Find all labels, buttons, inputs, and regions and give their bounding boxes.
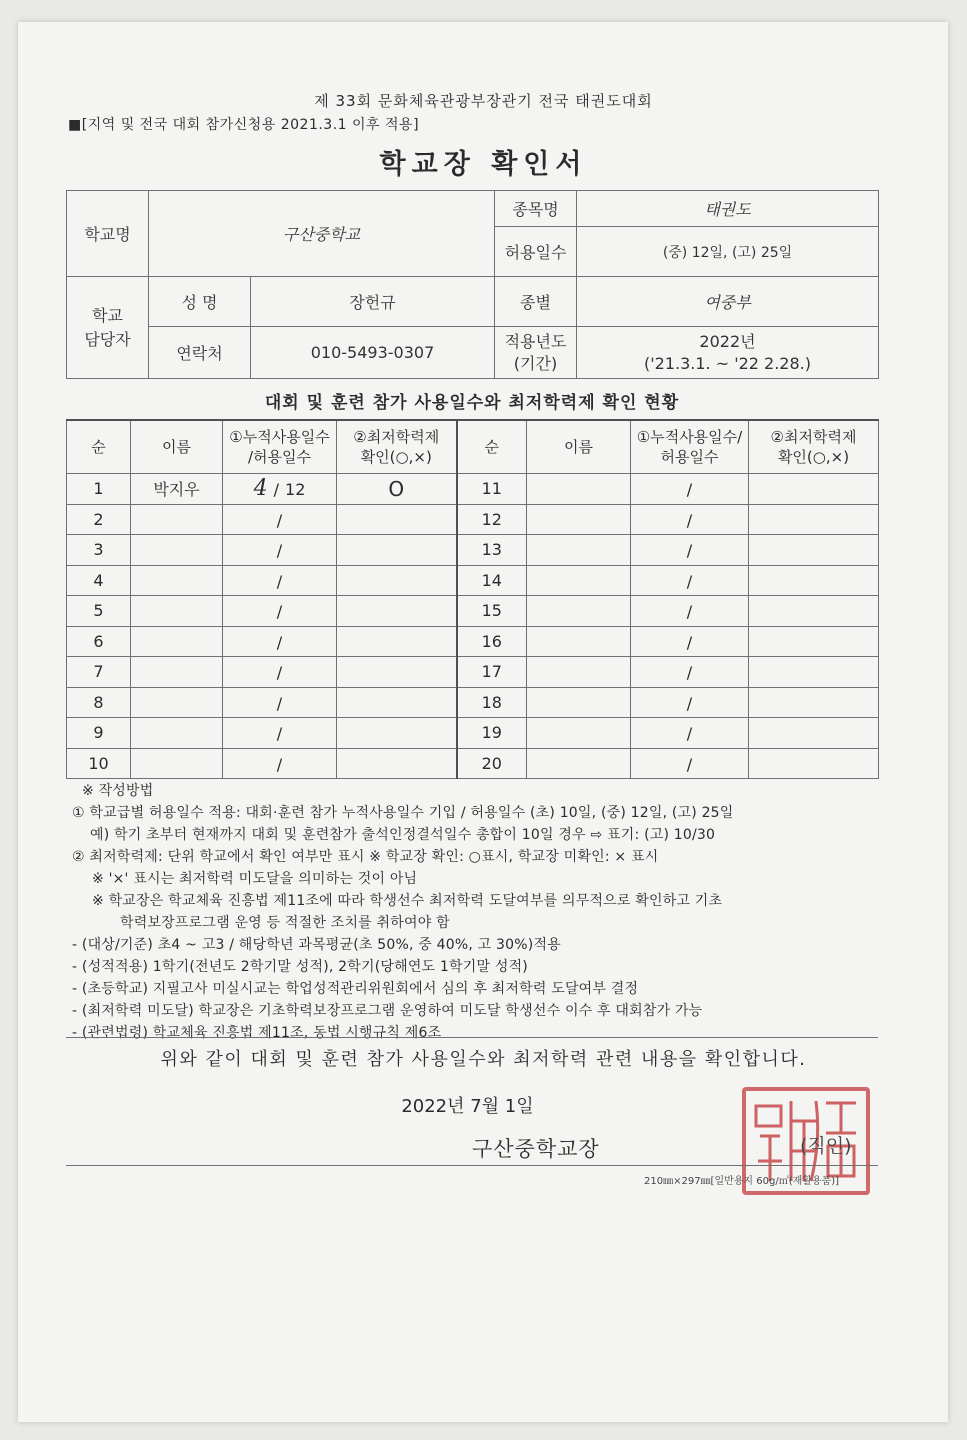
event-label: 종목명 <box>495 191 577 227</box>
slash-separator: / <box>686 663 693 683</box>
col-days <box>223 420 337 474</box>
row-name-right <box>527 718 631 749</box>
note-line: ② 최저학력제: 단위 학교에서 확인 여부만 표시 ※ 학교장 확인: ○표시, 학교장 미확인: × 표시 <box>72 849 659 865</box>
table-row <box>67 748 879 779</box>
table-row <box>67 596 879 627</box>
table-row <box>67 718 879 749</box>
slash-separator: / <box>686 724 693 744</box>
footer-divider <box>66 1165 878 1166</box>
note-line: ※ '×' 표시는 최저학력 미도달을 의미하는 것이 아님 <box>92 871 418 887</box>
year-label-2: (기간) <box>513 353 558 373</box>
row-name <box>131 657 223 688</box>
col-min-line1: ②최저학력제 <box>353 428 440 446</box>
row-no: 10 <box>67 748 131 779</box>
document-title: 학교장 확인서 <box>379 149 588 180</box>
roster-table <box>66 419 879 779</box>
slash-separator: / <box>686 541 693 561</box>
row-days <box>223 626 337 657</box>
table-row <box>67 504 879 535</box>
note-line: - (성적적용) 1학기(전년도 2학기말 성적), 2학기(당해연도 1학기말 성적) <box>72 959 528 975</box>
slash-separator: / <box>276 693 283 713</box>
table-row <box>67 565 879 596</box>
row-days-right <box>631 748 749 779</box>
col-min <box>337 420 457 474</box>
row-min <box>337 687 457 718</box>
slash-separator: / <box>686 571 693 591</box>
row-days <box>223 718 337 749</box>
slash-separator: / <box>273 480 280 500</box>
period-value: ('21.3.1. ~ '22 2.28.) <box>644 353 811 373</box>
notes-divider <box>66 1037 878 1038</box>
table-row <box>67 535 879 566</box>
col-no-right: 순 <box>457 420 527 474</box>
row-days <box>223 596 337 627</box>
row-min-right <box>749 474 879 505</box>
row-name <box>131 565 223 596</box>
name-label: 성 명 <box>149 277 251 327</box>
note-line: - (관련법령) 학교체육 진흥법 제11조, 동법 시행규칙 제6조 <box>72 1025 442 1041</box>
row-days-right <box>631 474 749 505</box>
note-line: ※ 학교장은 학교체육 진흥법 제11조에 따라 학생선수 최저학력 도달여부를 의무적으로 확인하고 기초 <box>92 893 723 909</box>
row-no: 7 <box>67 657 131 688</box>
row-days-right <box>631 687 749 718</box>
col-days-line1: ①누적사용일수 <box>229 428 330 446</box>
col-name-right: 이름 <box>527 420 631 474</box>
row-no-right: 18 <box>457 687 527 718</box>
row-no: 6 <box>67 626 131 657</box>
contact-label: 학교 담당자 <box>67 277 149 379</box>
row-min-right <box>749 626 879 657</box>
row-no-right: 17 <box>457 657 527 688</box>
col-days-line2: /허용일수 <box>247 448 311 466</box>
row-name: 박지우 <box>131 474 223 505</box>
row-min-right <box>749 596 879 627</box>
row-days <box>223 657 337 688</box>
slash-separator: / <box>276 602 283 622</box>
row-min <box>337 504 457 535</box>
row-min <box>337 657 457 688</box>
allowed-days-label: 허용일수 <box>495 227 577 277</box>
row-min: O <box>337 474 457 505</box>
slash-separator: / <box>276 571 283 591</box>
used-days: 4 <box>253 476 268 502</box>
allowed-days: 12 <box>285 480 306 500</box>
row-days-right <box>631 626 749 657</box>
row-name <box>131 535 223 566</box>
row-no: 5 <box>67 596 131 627</box>
row-days <box>223 748 337 779</box>
principal-name: 구산중학교장 <box>472 1137 600 1161</box>
form-note: ■[지역 및 전국 대회 참가신청용 2021.3.1 이후 적용] <box>68 117 420 133</box>
note-line: - (최저학력 미도달) 학교장은 기초학력보장프로그램 운영하여 미도달 학생선수 이수 후 대회참가 가능 <box>72 1003 703 1019</box>
row-days-right <box>631 718 749 749</box>
slash-separator: / <box>276 541 283 561</box>
row-no-right: 19 <box>457 718 527 749</box>
row-min-right <box>749 718 879 749</box>
row-min <box>337 718 457 749</box>
table-row <box>67 626 879 657</box>
row-name <box>131 596 223 627</box>
row-min <box>337 596 457 627</box>
row-no-right: 16 <box>457 626 527 657</box>
slash-separator: / <box>686 510 693 530</box>
col-min-right-line1: ②최저학력제 <box>770 428 857 446</box>
confirmation-statement: 위와 같이 대회 및 훈련 참가 사용일수와 최저학력 관련 내용을 확인합니다. <box>160 1049 807 1070</box>
row-name-right <box>527 687 631 718</box>
row-no: 8 <box>67 687 131 718</box>
col-days-right-line2: 허용일수 <box>660 448 719 466</box>
seal-label: (직인) <box>800 1135 852 1157</box>
slash-separator: / <box>276 663 283 683</box>
note-line: - (대상/기준) 초4 ~ 고3 / 해당학년 과목평균(초 50%, 중 40%, 고 30%)적용 <box>72 937 561 953</box>
col-days-right <box>631 420 749 474</box>
phone-value: 010-5493-0307 <box>251 327 495 379</box>
slash-separator: / <box>686 754 693 774</box>
slash-separator: / <box>686 480 693 500</box>
row-min-right <box>749 535 879 566</box>
note-line: 예) 학기 초부터 현재까지 대회 및 훈련참가 출석인정결석일수 총합이 10일 경우 ⇨ 표기: (고) 10/30 <box>90 827 716 843</box>
row-name-right <box>527 748 631 779</box>
row-min <box>337 565 457 596</box>
roster-section-title: 대회 및 훈련 참가 사용일수와 최저학력제 확인 현황 <box>264 393 680 413</box>
row-days <box>223 687 337 718</box>
row-name-right <box>527 596 631 627</box>
slash-separator: / <box>686 632 693 652</box>
name-value: 장헌규 <box>251 277 495 327</box>
row-days-right <box>631 504 749 535</box>
school-value: 구산중학교 <box>149 191 495 277</box>
row-days <box>223 535 337 566</box>
row-no: 4 <box>67 565 131 596</box>
col-no: 순 <box>67 420 131 474</box>
row-no: 9 <box>67 718 131 749</box>
phone-label: 연락처 <box>149 327 251 379</box>
col-name: 이름 <box>131 420 223 474</box>
slash-separator: / <box>276 754 283 774</box>
row-min <box>337 535 457 566</box>
row-min <box>337 748 457 779</box>
notes-heading: ※ 작성방법 <box>82 783 154 799</box>
row-name <box>131 687 223 718</box>
row-no: 1 <box>67 474 131 505</box>
row-min <box>337 626 457 657</box>
row-days-right <box>631 535 749 566</box>
year-value-cell <box>577 327 879 379</box>
row-name-right <box>527 626 631 657</box>
row-min-right <box>749 504 879 535</box>
row-no-right: 11 <box>457 474 527 505</box>
row-name <box>131 718 223 749</box>
note-line: ① 학교급별 허용일수 적용: 대회·훈련 참가 누적사용일수 기입 / 허용일수 (초) 10일, (중) 12일, (고) 25일 <box>72 805 734 821</box>
note-line: 학력보장프로그램 운영 등 적절한 조치를 취하여야 함 <box>120 915 450 931</box>
slash-separator: / <box>276 632 283 652</box>
slash-separator: / <box>686 602 693 622</box>
row-no-right: 12 <box>457 504 527 535</box>
row-name-right <box>527 474 631 505</box>
row-no-right: 14 <box>457 565 527 596</box>
instructions <box>72 780 892 1044</box>
row-min-right <box>749 565 879 596</box>
row-no: 2 <box>67 504 131 535</box>
row-no-right: 15 <box>457 596 527 627</box>
year-value: 2022년 <box>699 331 756 351</box>
slash-separator: / <box>276 510 283 530</box>
row-min-right <box>749 687 879 718</box>
table-row <box>67 657 879 688</box>
row-name-right <box>527 535 631 566</box>
col-days-right-line1: ①누적사용일수/ <box>636 428 743 446</box>
slash-separator: / <box>276 724 283 744</box>
school-label: 학교명 <box>67 191 149 277</box>
row-no-right: 20 <box>457 748 527 779</box>
row-name-right <box>527 504 631 535</box>
row-name <box>131 504 223 535</box>
row-min-right <box>749 748 879 779</box>
row-days <box>223 504 337 535</box>
row-no: 3 <box>67 535 131 566</box>
event-value: 태권도 <box>577 191 879 227</box>
year-label-1: 적용년도 <box>504 331 567 351</box>
row-name <box>131 748 223 779</box>
table-row <box>67 687 879 718</box>
year-label <box>495 327 577 379</box>
row-days-right <box>631 565 749 596</box>
event-title: 제 33회 문화체육관광부장관기 전국 태권도대회 <box>314 92 653 110</box>
category-label: 종별 <box>495 277 577 327</box>
row-days <box>223 474 337 505</box>
col-min-right <box>749 420 879 474</box>
info-table <box>66 190 879 379</box>
table-row <box>67 474 879 505</box>
row-no-right: 13 <box>457 535 527 566</box>
category-value: 여중부 <box>577 277 879 327</box>
row-min-right <box>749 657 879 688</box>
note-line: - (초등학교) 지필고사 미실시교는 학업성적관리위원회에서 심의 후 최저학력 도달여부 결정 <box>72 981 639 997</box>
row-name <box>131 626 223 657</box>
col-min-right-line2: 확인(○,×) <box>777 448 850 466</box>
issue-date: 2022년 7월 1일 <box>401 1096 534 1117</box>
row-name-right <box>527 657 631 688</box>
row-days <box>223 565 337 596</box>
slash-separator: / <box>686 693 693 713</box>
allowed-days-value: (중) 12일, (고) 25일 <box>577 227 879 277</box>
row-name-right <box>527 565 631 596</box>
col-min-line2: 확인(○,×) <box>360 448 432 466</box>
row-days-right <box>631 657 749 688</box>
row-days-right <box>631 596 749 627</box>
paper-spec: 210㎜×297㎜[일반용지 60g/㎡(재활용품)] <box>644 1176 840 1187</box>
